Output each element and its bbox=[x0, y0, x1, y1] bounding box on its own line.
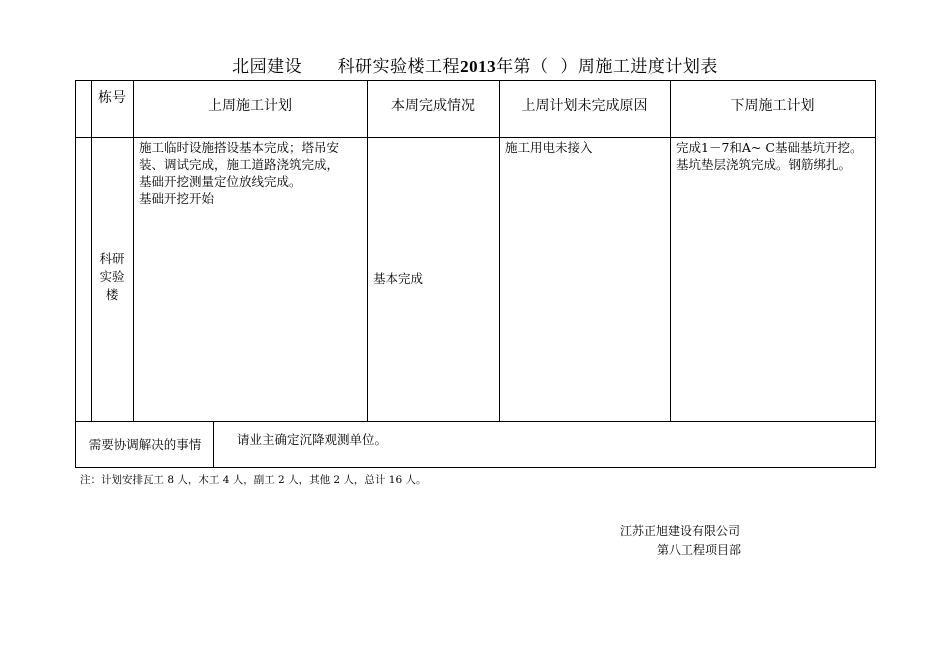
next-week-plan-line: 完成1－7和A~ C基础基坑开挖。 bbox=[676, 140, 863, 155]
last-week-plan-line: 基础开挖开始 bbox=[139, 191, 215, 206]
header-next-week-plan: 下周施工计划 bbox=[730, 98, 815, 114]
signature-company: 江苏正旭建设有限公司 bbox=[620, 524, 741, 538]
this-week-status-text: 基本完成 bbox=[373, 271, 424, 286]
last-week-plan-line: 装、调试完成，施工道路浇筑完成， bbox=[139, 157, 340, 172]
header-building-no: 栋号 bbox=[98, 90, 126, 106]
title-org: 北园建设 bbox=[232, 57, 303, 77]
header-last-week-plan: 上周施工计划 bbox=[208, 98, 292, 114]
next-week-plan-text bbox=[676, 139, 874, 173]
schedule-table bbox=[75, 80, 876, 468]
reason-uncompleted-text: 施工用电未接入 bbox=[505, 140, 593, 155]
building-name: 科研实验楼 bbox=[99, 251, 125, 302]
header-this-week-status: 本周完成情况 bbox=[391, 98, 475, 114]
coordination-label: 需要协调解决的事情 bbox=[88, 437, 202, 452]
header-reason-uncompleted: 上周计划未完成原因 bbox=[521, 98, 648, 114]
staffing-note: 注：计划安排瓦工 8 人，木工 4 人，副工 2 人，其他 2 人，总计 16 人。 bbox=[80, 474, 427, 486]
title-week: 年第（ ）周施工进度计划表 bbox=[496, 57, 718, 77]
coordination-content: 请业主确定沉降观测单位。 bbox=[237, 432, 388, 447]
signature-department: 第八工程项目部 bbox=[657, 543, 742, 557]
page-title bbox=[0, 52, 950, 77]
last-week-plan-line: 施工临时设施搭设基本完成；塔吊安 bbox=[139, 140, 340, 155]
last-week-plan-text bbox=[139, 139, 365, 207]
next-week-plan-line: 基坑垫层浇筑完成。钢筋绑扎。 bbox=[676, 157, 852, 172]
title-year: 2013 bbox=[460, 57, 497, 76]
title-project: 科研实验楼工程 bbox=[337, 57, 461, 77]
last-week-plan-line: 基础开挖测量定位放线完成。 bbox=[139, 174, 302, 189]
